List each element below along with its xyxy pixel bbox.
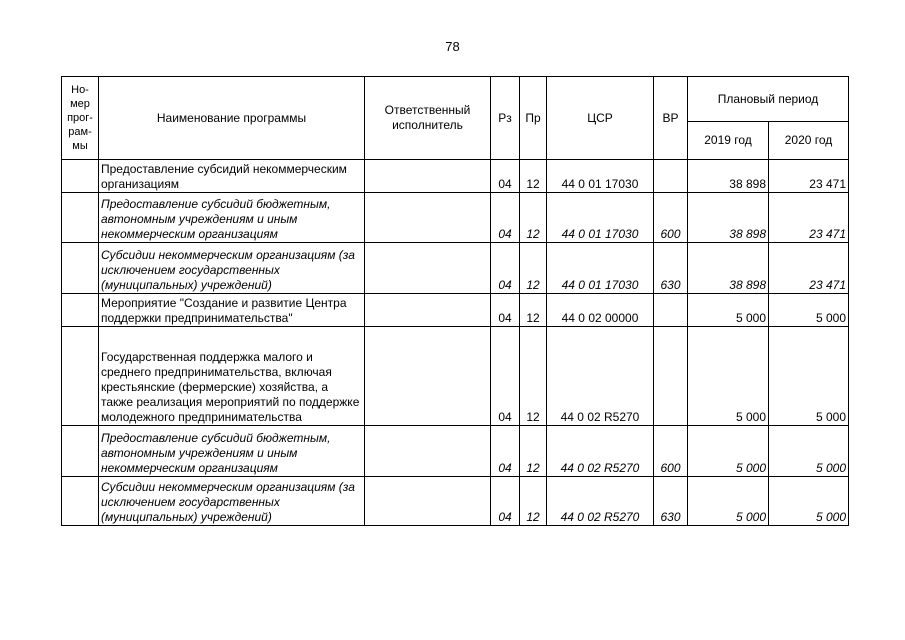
cell-rz: 04 bbox=[491, 327, 520, 426]
header-year-2020: 2020 год bbox=[769, 122, 849, 160]
header-rz: Рз bbox=[491, 77, 520, 160]
cell-csr: 44 0 02 00000 bbox=[547, 294, 654, 327]
cell-program-name: Предоставление субсидий бюджетным, автономным учреждениям и иным некоммерческим организациям bbox=[99, 426, 365, 477]
cell-program-name: Мероприятие "Создание и развитие Центра поддержки предпринимательства" bbox=[99, 294, 365, 327]
cell-amount-2019: 38 898 bbox=[688, 243, 769, 294]
cell-program-name: Предоставление субсидий бюджетным, автономным учреждениям и иным некоммерческим организациям bbox=[99, 193, 365, 243]
cell-csr: 44 0 01 17030 bbox=[547, 193, 654, 243]
header-planned-period: Плановый период bbox=[688, 77, 849, 122]
table-row bbox=[62, 426, 849, 477]
cell-responsible bbox=[365, 243, 491, 294]
cell-csr: 44 0 02 R5270 bbox=[547, 426, 654, 477]
cell-csr: 44 0 01 17030 bbox=[547, 243, 654, 294]
cell-amount-2020: 5 000 bbox=[769, 426, 849, 477]
cell-amount-2020: 5 000 bbox=[769, 477, 849, 526]
cell-program-name: Предоставление субсидий некоммерческим организациям bbox=[99, 160, 365, 193]
header-responsible: Ответственный исполнитель bbox=[365, 77, 491, 160]
cell-pr: 12 bbox=[520, 327, 547, 426]
table-row bbox=[62, 327, 849, 426]
cell-csr: 44 0 02 R5270 bbox=[547, 327, 654, 426]
cell-number bbox=[62, 294, 99, 327]
header-vr: ВР bbox=[654, 77, 688, 160]
cell-rz: 04 bbox=[491, 426, 520, 477]
header-year-2019: 2019 год bbox=[688, 122, 769, 160]
cell-amount-2020: 5 000 bbox=[769, 327, 849, 426]
table-row bbox=[62, 477, 849, 526]
cell-responsible bbox=[365, 426, 491, 477]
cell-csr: 44 0 02 R5270 bbox=[547, 477, 654, 526]
cell-amount-2020: 5 000 bbox=[769, 294, 849, 327]
cell-pr: 12 bbox=[520, 160, 547, 193]
cell-amount-2020: 23 471 bbox=[769, 160, 849, 193]
cell-amount-2020: 23 471 bbox=[769, 243, 849, 294]
cell-amount-2019: 38 898 bbox=[688, 160, 769, 193]
cell-number bbox=[62, 327, 99, 426]
cell-amount-2019: 5 000 bbox=[688, 477, 769, 526]
cell-number bbox=[62, 477, 99, 526]
cell-vr bbox=[654, 160, 688, 193]
cell-amount-2019: 5 000 bbox=[688, 426, 769, 477]
cell-amount-2020: 23 471 bbox=[769, 193, 849, 243]
cell-vr: 630 bbox=[654, 243, 688, 294]
cell-number bbox=[62, 193, 99, 243]
cell-responsible bbox=[365, 477, 491, 526]
header-csr: ЦСР bbox=[547, 77, 654, 160]
cell-amount-2019: 5 000 bbox=[688, 294, 769, 327]
cell-responsible bbox=[365, 327, 491, 426]
header-program-name: Наименование программы bbox=[99, 77, 365, 160]
cell-number bbox=[62, 426, 99, 477]
cell-number bbox=[62, 243, 99, 294]
cell-vr bbox=[654, 327, 688, 426]
page-number: 78 bbox=[445, 39, 460, 54]
table-row bbox=[62, 243, 849, 294]
cell-rz: 04 bbox=[491, 160, 520, 193]
cell-vr: 600 bbox=[654, 193, 688, 243]
cell-pr: 12 bbox=[520, 193, 547, 243]
header-pr: Пр bbox=[520, 77, 547, 160]
cell-pr: 12 bbox=[520, 477, 547, 526]
cell-pr: 12 bbox=[520, 243, 547, 294]
cell-responsible bbox=[365, 160, 491, 193]
cell-csr: 44 0 01 17030 bbox=[547, 160, 654, 193]
cell-rz: 04 bbox=[491, 243, 520, 294]
cell-responsible bbox=[365, 193, 491, 243]
header-program-number: Но- мер прог- рам- мы bbox=[62, 77, 99, 160]
cell-rz: 04 bbox=[491, 294, 520, 327]
cell-vr: 600 bbox=[654, 426, 688, 477]
cell-program-name: Государственная поддержка малого и среднего предпринимательства, включая крестьянские (фермерские) хозяйства, а также реализация мероприятий по поддержке молодежного предпринимательства bbox=[99, 327, 365, 426]
cell-pr: 12 bbox=[520, 426, 547, 477]
budget-table bbox=[61, 76, 849, 526]
cell-vr bbox=[654, 294, 688, 327]
cell-program-name: Субсидии некоммерческим организациям (за исключением государственных (муниципальных) учреждений) bbox=[99, 243, 365, 294]
cell-responsible bbox=[365, 294, 491, 327]
cell-pr: 12 bbox=[520, 294, 547, 327]
cell-rz: 04 bbox=[491, 193, 520, 243]
cell-amount-2019: 38 898 bbox=[688, 193, 769, 243]
cell-vr: 630 bbox=[654, 477, 688, 526]
cell-amount-2019: 5 000 bbox=[688, 327, 769, 426]
cell-rz: 04 bbox=[491, 477, 520, 526]
table-row bbox=[62, 193, 849, 243]
cell-program-name: Субсидии некоммерческим организациям (за исключением государственных (муниципальных) учреждений) bbox=[99, 477, 365, 526]
cell-number bbox=[62, 160, 99, 193]
table-row bbox=[62, 160, 849, 193]
table-row bbox=[62, 294, 849, 327]
